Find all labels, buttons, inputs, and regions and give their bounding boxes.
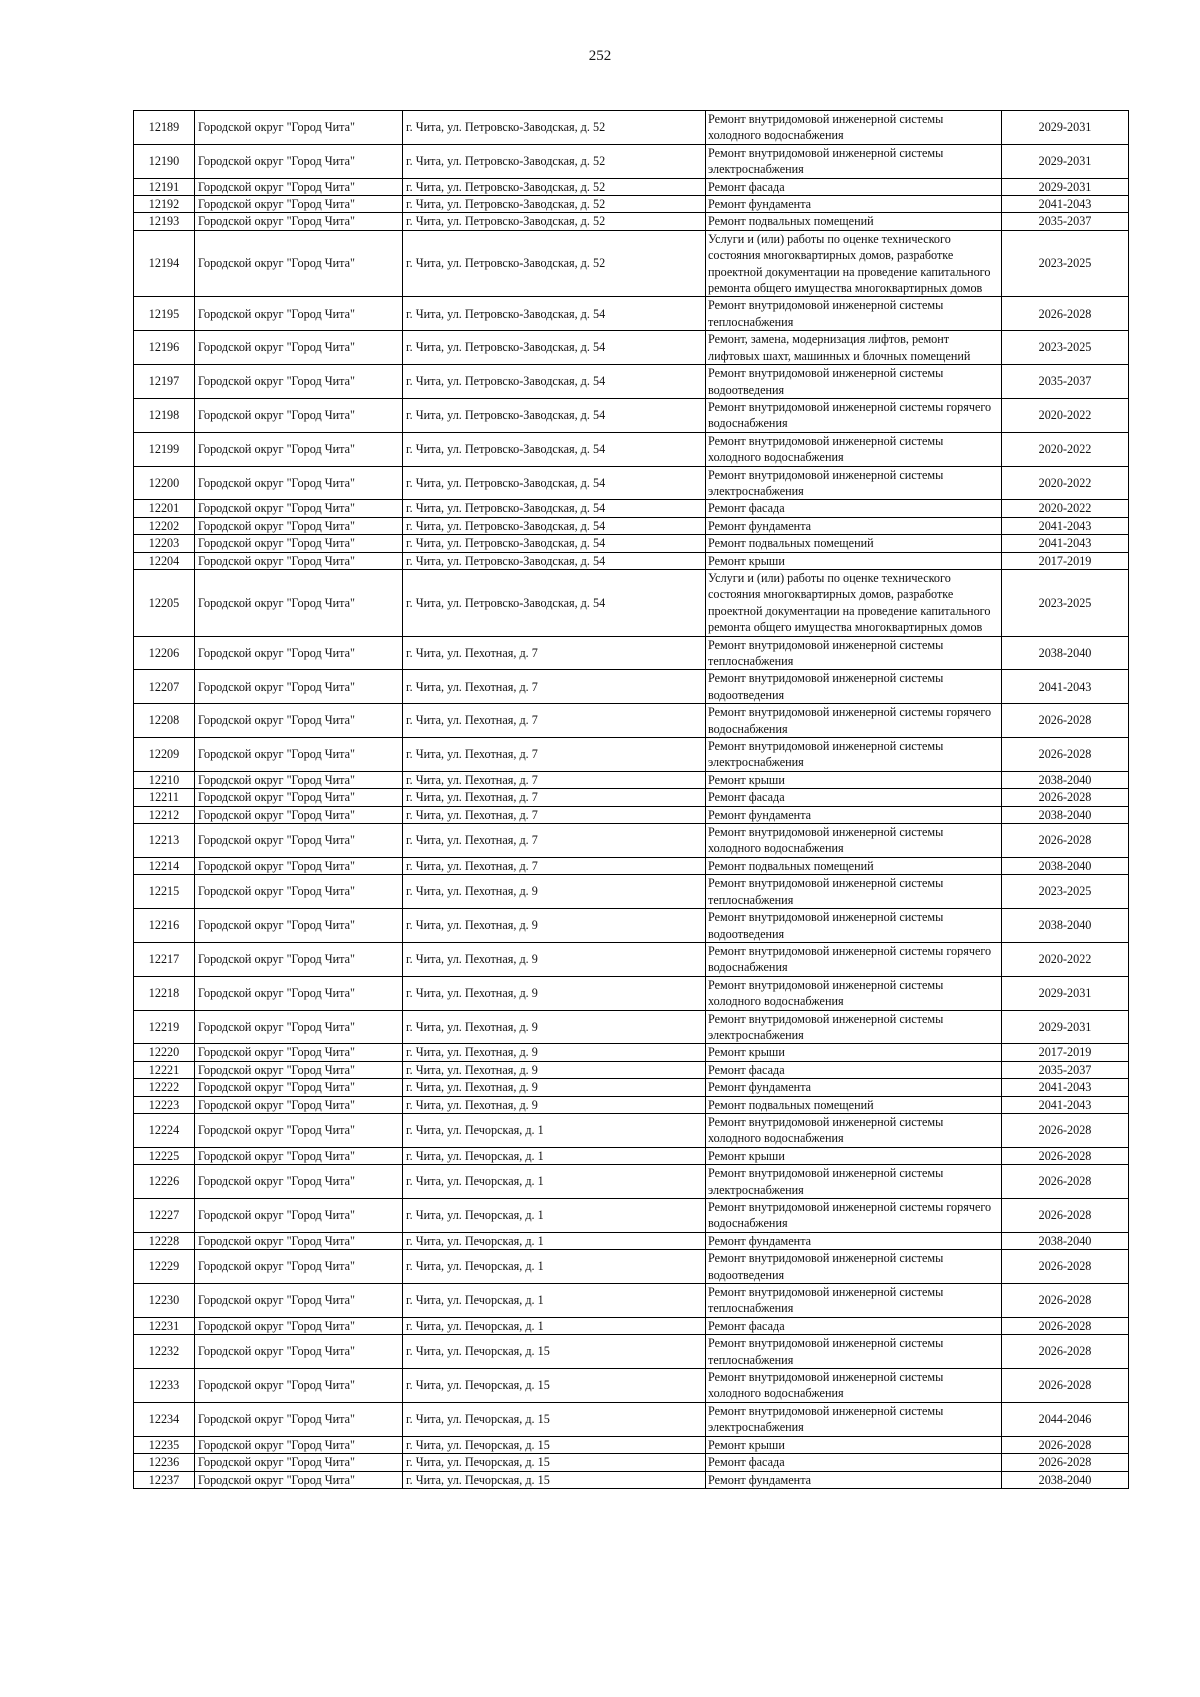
row-number-cell: 12230 xyxy=(134,1284,195,1318)
municipality-cell: Городской округ "Город Чита" xyxy=(195,1113,403,1147)
municipality-cell: Городской округ "Город Чита" xyxy=(195,771,403,788)
municipality-cell: Городской округ "Город Чита" xyxy=(195,1010,403,1044)
work-type-cell: Ремонт крыши xyxy=(706,1147,1002,1164)
address-cell: г. Чита, ул. Петровско-Заводская, д. 54 xyxy=(403,398,706,432)
municipality-cell: Городской округ "Город Чита" xyxy=(195,1044,403,1061)
address-cell: г. Чита, ул. Петровско-Заводская, д. 52 xyxy=(403,178,706,195)
table-row xyxy=(134,1147,1129,1164)
work-type-cell: Ремонт внутридомовой инженерной системы холодного водоснабжения xyxy=(706,432,1002,466)
work-type-cell: Услуги и (или) работы по оценке технического состояния многоквартирных домов, разработке проектной документации на проведение капитального ремонта общего имущества многоквартирных домов xyxy=(706,569,1002,636)
period-cell: 2035-2037 xyxy=(1002,1061,1129,1078)
municipality-cell: Городской округ "Город Чита" xyxy=(195,1317,403,1334)
municipality-cell: Городской округ "Город Чита" xyxy=(195,196,403,213)
table-row xyxy=(134,1335,1129,1369)
period-cell: 2041-2043 xyxy=(1002,517,1129,534)
municipality-cell: Городской округ "Город Чита" xyxy=(195,432,403,466)
address-cell: г. Чита, ул. Петровско-Заводская, д. 52 xyxy=(403,144,706,178)
address-cell: г. Чита, ул. Пехотная, д. 9 xyxy=(403,1061,706,1078)
work-type-cell: Ремонт фундамента xyxy=(706,1079,1002,1096)
table-row xyxy=(134,1044,1129,1061)
row-number-cell: 12203 xyxy=(134,535,195,552)
work-type-cell: Ремонт подвальных помещений xyxy=(706,213,1002,230)
work-type-cell: Ремонт внутридомовой инженерной системы горячего водоснабжения xyxy=(706,704,1002,738)
period-cell: 2038-2040 xyxy=(1002,636,1129,670)
period-cell: 2035-2037 xyxy=(1002,213,1129,230)
row-number-cell: 12221 xyxy=(134,1061,195,1078)
period-cell: 2044-2046 xyxy=(1002,1402,1129,1436)
period-cell: 2026-2028 xyxy=(1002,738,1129,772)
municipality-cell: Городской округ "Город Чита" xyxy=(195,500,403,517)
address-cell: г. Чита, ул. Печорская, д. 1 xyxy=(403,1232,706,1249)
work-type-cell: Ремонт подвальных помещений xyxy=(706,1096,1002,1113)
table-row xyxy=(134,1061,1129,1078)
row-number-cell: 12215 xyxy=(134,875,195,909)
period-cell: 2029-2031 xyxy=(1002,976,1129,1010)
table-row xyxy=(134,1402,1129,1436)
table-row xyxy=(134,857,1129,874)
period-cell: 2041-2043 xyxy=(1002,1079,1129,1096)
address-cell: г. Чита, ул. Пехотная, д. 7 xyxy=(403,857,706,874)
table-row xyxy=(134,1232,1129,1249)
address-cell: г. Чита, ул. Петровско-Заводская, д. 52 xyxy=(403,213,706,230)
work-type-cell: Ремонт фундамента xyxy=(706,517,1002,534)
table-row xyxy=(134,1369,1129,1403)
table-row xyxy=(134,111,1129,145)
row-number-cell: 12196 xyxy=(134,331,195,365)
address-cell: г. Чита, ул. Печорская, д. 1 xyxy=(403,1165,706,1199)
table-row xyxy=(134,144,1129,178)
period-cell: 2023-2025 xyxy=(1002,875,1129,909)
row-number-cell: 12237 xyxy=(134,1471,195,1488)
address-cell: г. Чита, ул. Пехотная, д. 7 xyxy=(403,806,706,823)
municipality-cell: Городской округ "Город Чита" xyxy=(195,909,403,943)
address-cell: г. Чита, ул. Пехотная, д. 7 xyxy=(403,738,706,772)
period-cell: 2017-2019 xyxy=(1002,552,1129,569)
municipality-cell: Городской округ "Город Чита" xyxy=(195,1335,403,1369)
row-number-cell: 12198 xyxy=(134,398,195,432)
work-type-cell: Ремонт внутридомовой инженерной системы водоотведения xyxy=(706,670,1002,704)
address-cell: г. Чита, ул. Петровско-Заводская, д. 54 xyxy=(403,517,706,534)
period-cell: 2023-2025 xyxy=(1002,331,1129,365)
table-row xyxy=(134,569,1129,636)
work-type-cell: Ремонт внутридомовой инженерной системы электроснабжения xyxy=(706,466,1002,500)
address-cell: г. Чита, ул. Пехотная, д. 9 xyxy=(403,875,706,909)
period-cell: 2038-2040 xyxy=(1002,909,1129,943)
row-number-cell: 12195 xyxy=(134,297,195,331)
period-cell: 2029-2031 xyxy=(1002,1010,1129,1044)
table-row xyxy=(134,1317,1129,1334)
address-cell: г. Чита, ул. Пехотная, д. 7 xyxy=(403,789,706,806)
row-number-cell: 12236 xyxy=(134,1454,195,1471)
municipality-cell: Городской округ "Город Чита" xyxy=(195,1061,403,1078)
row-number-cell: 12219 xyxy=(134,1010,195,1044)
work-type-cell: Ремонт внутридомовой инженерной системы теплоснабжения xyxy=(706,1335,1002,1369)
table-body xyxy=(134,111,1129,1489)
address-cell: г. Чита, ул. Пехотная, д. 9 xyxy=(403,1044,706,1061)
table-row xyxy=(134,1284,1129,1318)
address-cell: г. Чита, ул. Петровско-Заводская, д. 54 xyxy=(403,432,706,466)
table-row xyxy=(134,500,1129,517)
municipality-cell: Городской округ "Город Чита" xyxy=(195,1096,403,1113)
municipality-cell: Городской округ "Город Чита" xyxy=(195,1471,403,1488)
municipality-cell: Городской округ "Город Чита" xyxy=(195,144,403,178)
municipality-cell: Городской округ "Город Чита" xyxy=(195,466,403,500)
address-cell: г. Чита, ул. Пехотная, д. 9 xyxy=(403,1010,706,1044)
table-row xyxy=(134,909,1129,943)
address-cell: г. Чита, ул. Петровско-Заводская, д. 52 xyxy=(403,230,706,297)
period-cell: 2035-2037 xyxy=(1002,365,1129,399)
table-row xyxy=(134,771,1129,788)
period-cell: 2041-2043 xyxy=(1002,1096,1129,1113)
municipality-cell: Городской округ "Город Чита" xyxy=(195,535,403,552)
period-cell: 2026-2028 xyxy=(1002,297,1129,331)
period-cell: 2029-2031 xyxy=(1002,144,1129,178)
work-type-cell: Ремонт внутридомовой инженерной системы электроснабжения xyxy=(706,144,1002,178)
row-number-cell: 12210 xyxy=(134,771,195,788)
work-type-cell: Ремонт фундамента xyxy=(706,806,1002,823)
work-type-cell: Ремонт внутридомовой инженерной системы горячего водоснабжения xyxy=(706,1199,1002,1233)
period-cell: 2026-2028 xyxy=(1002,789,1129,806)
address-cell: г. Чита, ул. Петровско-Заводская, д. 54 xyxy=(403,297,706,331)
work-type-cell: Ремонт внутридомовой инженерной системы горячего водоснабжения xyxy=(706,942,1002,976)
period-cell: 2020-2022 xyxy=(1002,942,1129,976)
address-cell: г. Чита, ул. Пехотная, д. 9 xyxy=(403,1079,706,1096)
row-number-cell: 12235 xyxy=(134,1436,195,1453)
municipality-cell: Городской округ "Город Чита" xyxy=(195,1369,403,1403)
row-number-cell: 12197 xyxy=(134,365,195,399)
municipality-cell: Городской округ "Город Чита" xyxy=(195,738,403,772)
municipality-cell: Городской округ "Город Чита" xyxy=(195,1165,403,1199)
work-type-cell: Ремонт подвальных помещений xyxy=(706,857,1002,874)
municipality-cell: Городской округ "Город Чита" xyxy=(195,1284,403,1318)
work-type-cell: Ремонт внутридомовой инженерной системы водоотведения xyxy=(706,1250,1002,1284)
table-row xyxy=(134,704,1129,738)
row-number-cell: 12200 xyxy=(134,466,195,500)
municipality-cell: Городской округ "Город Чита" xyxy=(195,331,403,365)
address-cell: г. Чита, ул. Печорская, д. 15 xyxy=(403,1454,706,1471)
period-cell: 2020-2022 xyxy=(1002,466,1129,500)
row-number-cell: 12194 xyxy=(134,230,195,297)
row-number-cell: 12228 xyxy=(134,1232,195,1249)
page-number: 252 xyxy=(588,48,612,64)
period-cell: 2026-2028 xyxy=(1002,1317,1129,1334)
row-number-cell: 12216 xyxy=(134,909,195,943)
table-row xyxy=(134,535,1129,552)
municipality-cell: Городской округ "Город Чита" xyxy=(195,230,403,297)
address-cell: г. Чита, ул. Пехотная, д. 9 xyxy=(403,942,706,976)
municipality-cell: Городской округ "Город Чита" xyxy=(195,875,403,909)
row-number-cell: 12224 xyxy=(134,1113,195,1147)
address-cell: г. Чита, ул. Печорская, д. 1 xyxy=(403,1317,706,1334)
row-number-cell: 12206 xyxy=(134,636,195,670)
row-number-cell: 12229 xyxy=(134,1250,195,1284)
work-type-cell: Услуги и (или) работы по оценке технического состояния многоквартирных домов, разработке проектной документации на проведение капитального ремонта общего имущества многоквартирных домов xyxy=(706,230,1002,297)
row-number-cell: 12234 xyxy=(134,1402,195,1436)
repair-schedule-table xyxy=(133,110,1129,1489)
period-cell: 2026-2028 xyxy=(1002,1199,1129,1233)
municipality-cell: Городской округ "Город Чита" xyxy=(195,1402,403,1436)
table-row xyxy=(134,331,1129,365)
period-cell: 2026-2028 xyxy=(1002,1250,1129,1284)
table-row xyxy=(134,213,1129,230)
address-cell: г. Чита, ул. Печорская, д. 1 xyxy=(403,1147,706,1164)
municipality-cell: Городской округ "Город Чита" xyxy=(195,789,403,806)
table-row xyxy=(134,670,1129,704)
period-cell: 2038-2040 xyxy=(1002,1232,1129,1249)
row-number-cell: 12202 xyxy=(134,517,195,534)
address-cell: г. Чита, ул. Петровско-Заводская, д. 54 xyxy=(403,535,706,552)
address-cell: г. Чита, ул. Печорская, д. 15 xyxy=(403,1436,706,1453)
period-cell: 2026-2028 xyxy=(1002,1369,1129,1403)
period-cell: 2020-2022 xyxy=(1002,500,1129,517)
row-number-cell: 12232 xyxy=(134,1335,195,1369)
municipality-cell: Городской округ "Город Чита" xyxy=(195,297,403,331)
work-type-cell: Ремонт крыши xyxy=(706,1044,1002,1061)
work-type-cell: Ремонт внутридомовой инженерной системы водоотведения xyxy=(706,909,1002,943)
work-type-cell: Ремонт внутридомовой инженерной системы водоотведения xyxy=(706,365,1002,399)
address-cell: г. Чита, ул. Пехотная, д. 7 xyxy=(403,636,706,670)
table-row xyxy=(134,1250,1129,1284)
municipality-cell: Городской округ "Город Чита" xyxy=(195,213,403,230)
row-number-cell: 12226 xyxy=(134,1165,195,1199)
address-cell: г. Чита, ул. Петровско-Заводская, д. 54 xyxy=(403,331,706,365)
municipality-cell: Городской округ "Город Чита" xyxy=(195,704,403,738)
table-row xyxy=(134,875,1129,909)
row-number-cell: 12223 xyxy=(134,1096,195,1113)
row-number-cell: 12189 xyxy=(134,111,195,145)
table-row xyxy=(134,636,1129,670)
address-cell: г. Чита, ул. Петровско-Заводская, д. 54 xyxy=(403,569,706,636)
municipality-cell: Городской округ "Город Чита" xyxy=(195,670,403,704)
address-cell: г. Чита, ул. Печорская, д. 1 xyxy=(403,1113,706,1147)
row-number-cell: 12220 xyxy=(134,1044,195,1061)
row-number-cell: 12217 xyxy=(134,942,195,976)
row-number-cell: 12222 xyxy=(134,1079,195,1096)
period-cell: 2026-2028 xyxy=(1002,1436,1129,1453)
period-cell: 2017-2019 xyxy=(1002,1044,1129,1061)
period-cell: 2026-2028 xyxy=(1002,1113,1129,1147)
municipality-cell: Городской округ "Город Чита" xyxy=(195,976,403,1010)
table-row xyxy=(134,230,1129,297)
table-row xyxy=(134,178,1129,195)
address-cell: г. Чита, ул. Петровско-Заводская, д. 54 xyxy=(403,466,706,500)
municipality-cell: Городской округ "Город Чита" xyxy=(195,1147,403,1164)
row-number-cell: 12211 xyxy=(134,789,195,806)
period-cell: 2023-2025 xyxy=(1002,230,1129,297)
work-type-cell: Ремонт фасада xyxy=(706,500,1002,517)
municipality-cell: Городской округ "Город Чита" xyxy=(195,1079,403,1096)
address-cell: г. Чита, ул. Пехотная, д. 9 xyxy=(403,909,706,943)
work-type-cell: Ремонт внутридомовой инженерной системы холодного водоснабжения xyxy=(706,111,1002,145)
municipality-cell: Городской округ "Город Чита" xyxy=(195,569,403,636)
work-type-cell: Ремонт внутридомовой инженерной системы теплоснабжения xyxy=(706,297,1002,331)
row-number-cell: 12233 xyxy=(134,1369,195,1403)
work-type-cell: Ремонт внутридомовой инженерной системы теплоснабжения xyxy=(706,636,1002,670)
table-row xyxy=(134,976,1129,1010)
municipality-cell: Городской округ "Город Чита" xyxy=(195,857,403,874)
address-cell: г. Чита, ул. Пехотная, д. 9 xyxy=(403,1096,706,1113)
work-type-cell: Ремонт внутридомовой инженерной системы электроснабжения xyxy=(706,1165,1002,1199)
address-cell: г. Чита, ул. Петровско-Заводская, д. 54 xyxy=(403,552,706,569)
work-type-cell: Ремонт фасада xyxy=(706,1317,1002,1334)
work-type-cell: Ремонт фасада xyxy=(706,178,1002,195)
period-cell: 2026-2028 xyxy=(1002,1284,1129,1318)
period-cell: 2020-2022 xyxy=(1002,432,1129,466)
work-type-cell: Ремонт крыши xyxy=(706,771,1002,788)
work-type-cell: Ремонт, замена, модернизация лифтов, ремонт лифтовых шахт, машинных и блочных помещений xyxy=(706,331,1002,365)
municipality-cell: Городской округ "Город Чита" xyxy=(195,824,403,858)
work-type-cell: Ремонт фасада xyxy=(706,1061,1002,1078)
table-row xyxy=(134,1199,1129,1233)
period-cell: 2026-2028 xyxy=(1002,824,1129,858)
table-row xyxy=(134,1471,1129,1488)
table-row xyxy=(134,365,1129,399)
municipality-cell: Городской округ "Город Чита" xyxy=(195,636,403,670)
municipality-cell: Городской округ "Город Чита" xyxy=(195,1454,403,1471)
work-type-cell: Ремонт фасада xyxy=(706,1454,1002,1471)
period-cell: 2026-2028 xyxy=(1002,1165,1129,1199)
municipality-cell: Городской округ "Город Чита" xyxy=(195,552,403,569)
work-type-cell: Ремонт фундамента xyxy=(706,1232,1002,1249)
period-cell: 2023-2025 xyxy=(1002,569,1129,636)
table-row xyxy=(134,738,1129,772)
address-cell: г. Чита, ул. Пехотная, д. 7 xyxy=(403,824,706,858)
work-type-cell: Ремонт внутридомовой инженерной системы теплоснабжения xyxy=(706,1284,1002,1318)
table-row xyxy=(134,1096,1129,1113)
row-number-cell: 12204 xyxy=(134,552,195,569)
row-number-cell: 12193 xyxy=(134,213,195,230)
row-number-cell: 12227 xyxy=(134,1199,195,1233)
period-cell: 2038-2040 xyxy=(1002,857,1129,874)
address-cell: г. Чита, ул. Печорская, д. 15 xyxy=(403,1402,706,1436)
address-cell: г. Чита, ул. Печорская, д. 15 xyxy=(403,1335,706,1369)
table-row xyxy=(134,824,1129,858)
municipality-cell: Городской округ "Город Чита" xyxy=(195,806,403,823)
work-type-cell: Ремонт внутридомовой инженерной системы электроснабжения xyxy=(706,1010,1002,1044)
row-number-cell: 12199 xyxy=(134,432,195,466)
municipality-cell: Городской округ "Город Чита" xyxy=(195,178,403,195)
address-cell: г. Чита, ул. Петровско-Заводская, д. 52 xyxy=(403,196,706,213)
municipality-cell: Городской округ "Город Чита" xyxy=(195,398,403,432)
municipality-cell: Городской округ "Город Чита" xyxy=(195,1436,403,1453)
table-row xyxy=(134,942,1129,976)
period-cell: 2029-2031 xyxy=(1002,111,1129,145)
work-type-cell: Ремонт фасада xyxy=(706,789,1002,806)
municipality-cell: Городской округ "Город Чита" xyxy=(195,942,403,976)
municipality-cell: Городской округ "Город Чита" xyxy=(195,111,403,145)
table-row xyxy=(134,1165,1129,1199)
period-cell: 2026-2028 xyxy=(1002,704,1129,738)
work-type-cell: Ремонт внутридомовой инженерной системы холодного водоснабжения xyxy=(706,1369,1002,1403)
row-number-cell: 12192 xyxy=(134,196,195,213)
municipality-cell: Городской округ "Город Чита" xyxy=(195,1232,403,1249)
address-cell: г. Чита, ул. Петровско-Заводская, д. 52 xyxy=(403,111,706,145)
period-cell: 2020-2022 xyxy=(1002,398,1129,432)
work-type-cell: Ремонт крыши xyxy=(706,1436,1002,1453)
period-cell: 2041-2043 xyxy=(1002,196,1129,213)
work-type-cell: Ремонт внутридомовой инженерной системы электроснабжения xyxy=(706,1402,1002,1436)
row-number-cell: 12225 xyxy=(134,1147,195,1164)
municipality-cell: Городской округ "Город Чита" xyxy=(195,365,403,399)
municipality-cell: Городской округ "Город Чита" xyxy=(195,517,403,534)
period-cell: 2029-2031 xyxy=(1002,178,1129,195)
table-row xyxy=(134,806,1129,823)
row-number-cell: 12213 xyxy=(134,824,195,858)
table-row xyxy=(134,1436,1129,1453)
row-number-cell: 12231 xyxy=(134,1317,195,1334)
table-row xyxy=(134,552,1129,569)
work-type-cell: Ремонт подвальных помещений xyxy=(706,535,1002,552)
work-type-cell: Ремонт внутридомовой инженерной системы горячего водоснабжения xyxy=(706,398,1002,432)
row-number-cell: 12191 xyxy=(134,178,195,195)
address-cell: г. Чита, ул. Пехотная, д. 9 xyxy=(403,976,706,1010)
table-row xyxy=(134,517,1129,534)
address-cell: г. Чита, ул. Пехотная, д. 7 xyxy=(403,771,706,788)
table-row xyxy=(134,1079,1129,1096)
address-cell: г. Чита, ул. Пехотная, д. 7 xyxy=(403,704,706,738)
work-type-cell: Ремонт внутридомовой инженерной системы холодного водоснабжения xyxy=(706,1113,1002,1147)
row-number-cell: 12205 xyxy=(134,569,195,636)
municipality-cell: Городской округ "Город Чита" xyxy=(195,1199,403,1233)
row-number-cell: 12212 xyxy=(134,806,195,823)
row-number-cell: 12208 xyxy=(134,704,195,738)
work-type-cell: Ремонт внутридомовой инженерной системы электроснабжения xyxy=(706,738,1002,772)
table-row xyxy=(134,1454,1129,1471)
table-row xyxy=(134,1113,1129,1147)
row-number-cell: 12209 xyxy=(134,738,195,772)
period-cell: 2038-2040 xyxy=(1002,771,1129,788)
address-cell: г. Чита, ул. Печорская, д. 15 xyxy=(403,1369,706,1403)
table-row xyxy=(134,1010,1129,1044)
row-number-cell: 12207 xyxy=(134,670,195,704)
address-cell: г. Чита, ул. Петровско-Заводская, д. 54 xyxy=(403,500,706,517)
period-cell: 2038-2040 xyxy=(1002,806,1129,823)
period-cell: 2038-2040 xyxy=(1002,1471,1129,1488)
work-type-cell: Ремонт фундамента xyxy=(706,1471,1002,1488)
period-cell: 2026-2028 xyxy=(1002,1454,1129,1471)
row-number-cell: 12214 xyxy=(134,857,195,874)
address-cell: г. Чита, ул. Пехотная, д. 7 xyxy=(403,670,706,704)
table-row xyxy=(134,398,1129,432)
period-cell: 2026-2028 xyxy=(1002,1147,1129,1164)
table-row xyxy=(134,196,1129,213)
work-type-cell: Ремонт фундамента xyxy=(706,196,1002,213)
row-number-cell: 12218 xyxy=(134,976,195,1010)
period-cell: 2026-2028 xyxy=(1002,1335,1129,1369)
address-cell: г. Чита, ул. Печорская, д. 1 xyxy=(403,1250,706,1284)
period-cell: 2041-2043 xyxy=(1002,535,1129,552)
work-type-cell: Ремонт внутридомовой инженерной системы холодного водоснабжения xyxy=(706,976,1002,1010)
table-row xyxy=(134,297,1129,331)
address-cell: г. Чита, ул. Петровско-Заводская, д. 54 xyxy=(403,365,706,399)
work-type-cell: Ремонт внутридомовой инженерной системы холодного водоснабжения xyxy=(706,824,1002,858)
table-row xyxy=(134,789,1129,806)
table-row xyxy=(134,466,1129,500)
row-number-cell: 12190 xyxy=(134,144,195,178)
municipality-cell: Городской округ "Город Чита" xyxy=(195,1250,403,1284)
address-cell: г. Чита, ул. Печорская, д. 1 xyxy=(403,1199,706,1233)
period-cell: 2041-2043 xyxy=(1002,670,1129,704)
address-cell: г. Чита, ул. Печорская, д. 15 xyxy=(403,1471,706,1488)
work-type-cell: Ремонт внутридомовой инженерной системы теплоснабжения xyxy=(706,875,1002,909)
table-row xyxy=(134,432,1129,466)
work-type-cell: Ремонт крыши xyxy=(706,552,1002,569)
address-cell: г. Чита, ул. Печорская, д. 1 xyxy=(403,1284,706,1318)
row-number-cell: 12201 xyxy=(134,500,195,517)
